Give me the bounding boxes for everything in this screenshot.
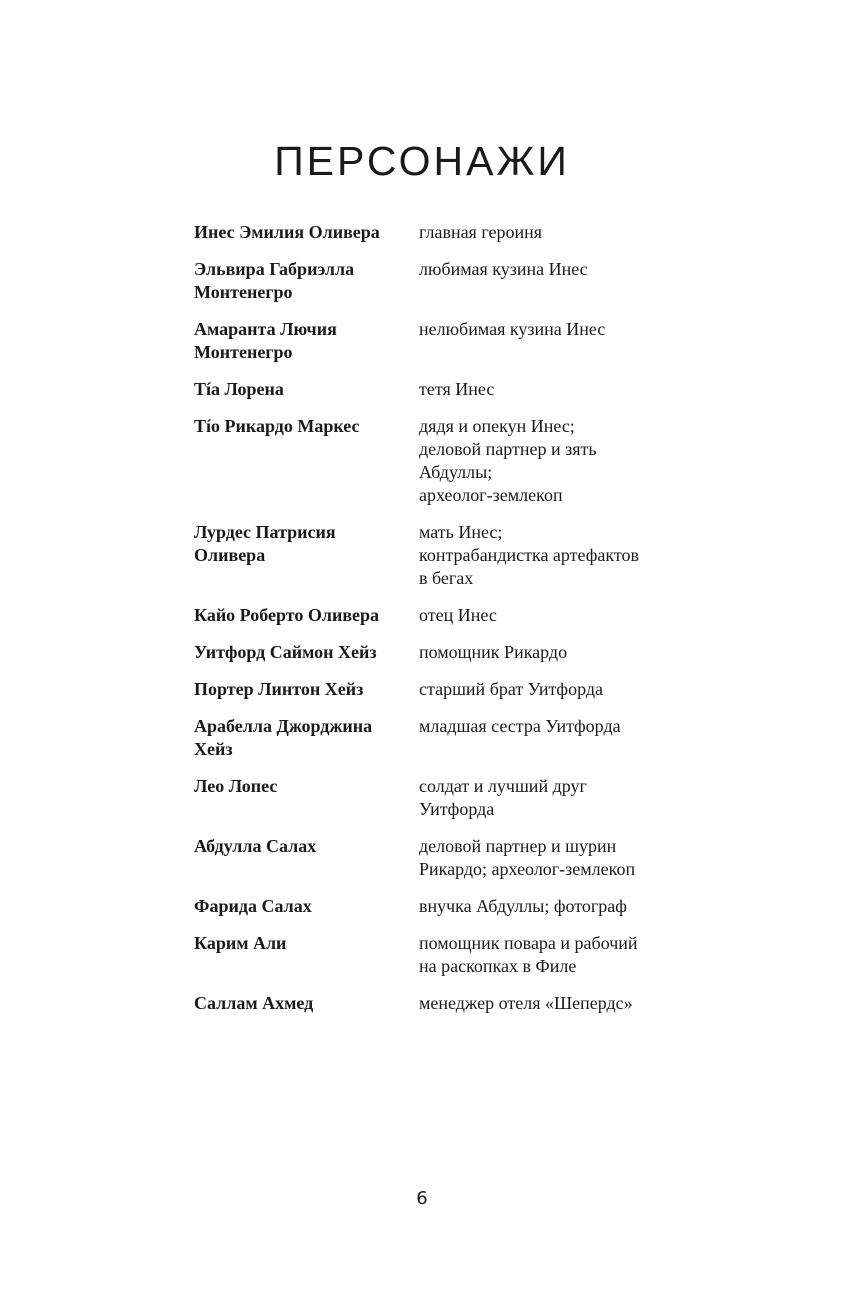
character-role bbox=[419, 604, 714, 627]
character-name-line: Монтенегро bbox=[194, 342, 293, 362]
character-row bbox=[194, 521, 714, 590]
character-role-line: солдат и лучший друг bbox=[419, 776, 587, 796]
character-name-line: Tía Лорена bbox=[194, 379, 284, 399]
character-row bbox=[194, 835, 714, 881]
character-row bbox=[194, 415, 714, 507]
character-row bbox=[194, 992, 714, 1015]
character-name bbox=[194, 895, 419, 918]
character-role bbox=[419, 221, 714, 244]
character-role bbox=[419, 378, 714, 401]
character-name-line: Инес Эмилия Оливера bbox=[194, 222, 380, 242]
character-role-line: на раскопках в Филе bbox=[419, 956, 577, 976]
character-name bbox=[194, 932, 419, 978]
character-name-line: Оливера bbox=[194, 545, 266, 565]
character-role-line: дядя и опекун Инес; bbox=[419, 416, 575, 436]
character-row bbox=[194, 715, 714, 761]
character-name-line: Эльвира Габриэлла bbox=[194, 259, 355, 279]
page-number: 6 bbox=[416, 1188, 428, 1209]
character-name-line: Карим Али bbox=[194, 933, 287, 953]
character-role-line: внучка Абдуллы; фотограф bbox=[419, 896, 627, 916]
character-role bbox=[419, 932, 714, 978]
character-role bbox=[419, 318, 714, 364]
character-row bbox=[194, 221, 714, 244]
character-name-line: Хейз bbox=[194, 739, 233, 759]
character-role bbox=[419, 415, 714, 507]
character-name-line: Кайо Роберто Оливера bbox=[194, 605, 380, 625]
character-name-line: Амаранта Лючия bbox=[194, 319, 337, 339]
character-name bbox=[194, 604, 419, 627]
character-name-line: Tío Рикардо Маркес bbox=[194, 416, 360, 436]
character-list bbox=[194, 221, 714, 1029]
character-name bbox=[194, 415, 419, 507]
character-role-line: контрабандистка артефактов bbox=[419, 545, 640, 565]
character-role-line: любимая кузина Инес bbox=[419, 259, 588, 279]
character-name bbox=[194, 641, 419, 664]
character-name bbox=[194, 258, 419, 304]
character-name bbox=[194, 678, 419, 701]
character-role-line: помощник Рикардо bbox=[419, 642, 568, 662]
character-name bbox=[194, 221, 419, 244]
character-role-line: помощник повара и рабочий bbox=[419, 933, 638, 953]
character-role bbox=[419, 641, 714, 664]
character-name-line: Монтенегро bbox=[194, 282, 293, 302]
character-role bbox=[419, 775, 714, 821]
character-row bbox=[194, 318, 714, 364]
character-row bbox=[194, 678, 714, 701]
character-role-line: Рикардо; археолог-землекоп bbox=[419, 859, 636, 879]
character-role bbox=[419, 258, 714, 304]
character-role bbox=[419, 895, 714, 918]
character-role-line: в бегах bbox=[419, 568, 474, 588]
character-role bbox=[419, 715, 714, 761]
character-name bbox=[194, 318, 419, 364]
character-role bbox=[419, 835, 714, 881]
character-name-line: Фарида Салах bbox=[194, 896, 312, 916]
character-role bbox=[419, 992, 714, 1015]
character-role-line: тетя Инес bbox=[419, 379, 495, 399]
character-role-line: деловой партнер и шурин bbox=[419, 836, 617, 856]
character-row bbox=[194, 258, 714, 304]
character-role-line: нелюбимая кузина Инес bbox=[419, 319, 606, 339]
character-row bbox=[194, 775, 714, 821]
character-role-line: старший брат Уитфорда bbox=[419, 679, 603, 699]
character-name-line: Лео Лопес bbox=[194, 776, 278, 796]
character-row bbox=[194, 378, 714, 401]
character-role-line: главная героиня bbox=[419, 222, 543, 242]
character-name bbox=[194, 835, 419, 881]
character-name-line: Абдулла Салах bbox=[194, 836, 317, 856]
character-role-line: младшая сестра Уитфорда bbox=[419, 716, 621, 736]
character-name-line: Саллам Ахмед bbox=[194, 993, 314, 1013]
character-name-line: Портер Линтон Хейз bbox=[194, 679, 364, 699]
character-role-line: деловой партнер и зять bbox=[419, 439, 597, 459]
character-name bbox=[194, 378, 419, 401]
character-name-line: Уитфорд Саймон Хейз bbox=[194, 642, 377, 662]
character-name-line: Лурдес Патрисия bbox=[194, 522, 336, 542]
character-row bbox=[194, 932, 714, 978]
character-name bbox=[194, 521, 419, 590]
character-name bbox=[194, 775, 419, 821]
character-name-line: Арабелла Джорджина bbox=[194, 716, 373, 736]
character-role bbox=[419, 521, 714, 590]
character-role-line: Абдуллы; bbox=[419, 462, 493, 482]
character-row bbox=[194, 895, 714, 918]
character-role-line: археолог-землекоп bbox=[419, 485, 563, 505]
character-role bbox=[419, 678, 714, 701]
page-title: ПЕРСОНАЖИ bbox=[274, 138, 570, 184]
character-row bbox=[194, 604, 714, 627]
character-role-line: Уитфорда bbox=[419, 799, 495, 819]
character-name bbox=[194, 992, 419, 1015]
character-role-line: отец Инес bbox=[419, 605, 497, 625]
character-row bbox=[194, 641, 714, 664]
character-role-line: менеджер отеля «Шепердс» bbox=[419, 993, 633, 1013]
character-name bbox=[194, 715, 419, 761]
character-role-line: мать Инес; bbox=[419, 522, 503, 542]
